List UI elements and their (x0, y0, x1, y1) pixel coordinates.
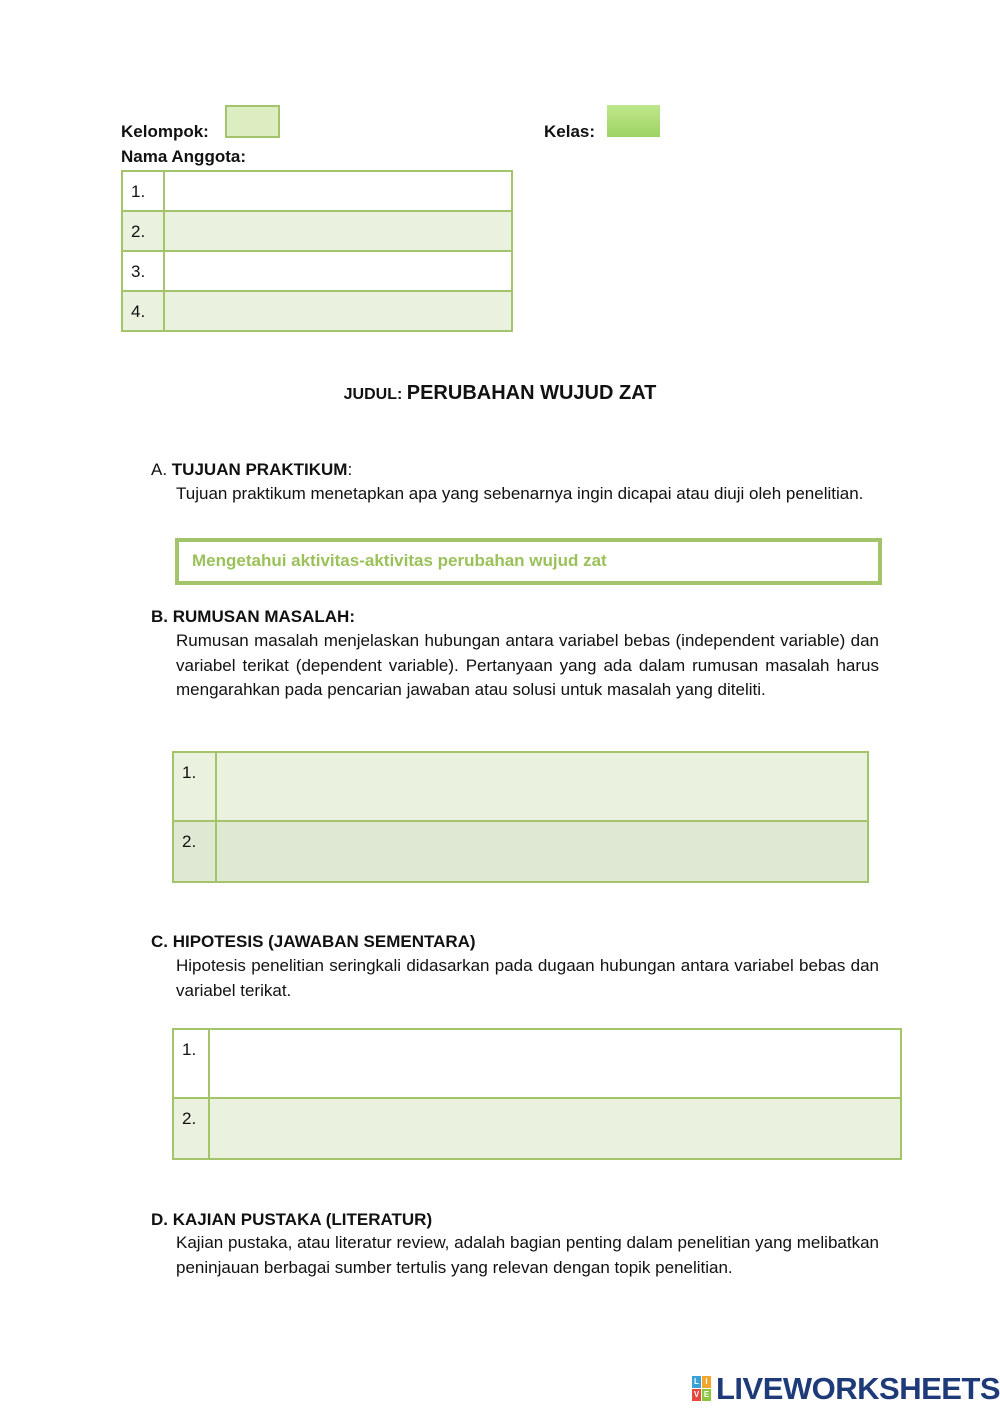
title-text: PERUBAHAN WUJUD ZAT (406, 382, 657, 404)
hipotesis-table (172, 1028, 902, 1160)
section-a-title: TUJUAN PRAKTIKUM (171, 460, 348, 479)
member-name-input[interactable] (164, 291, 512, 331)
row-number: 2. (173, 821, 216, 882)
table-row (173, 1098, 901, 1159)
section-b-description: Rumusan masalah menjelaskan hubungan antara variabel bebas (independent variable) dan variabel terikat (dependent variable). Pertanyaan yang ada dalam rumusan masalah harus mengarahkan pada pencarian jawaban atau solusi untuk masalah yang diteliti. (176, 631, 879, 699)
rumusan-answer-input[interactable] (216, 821, 868, 882)
member-name-input[interactable] (164, 251, 512, 291)
liveworksheets-logo-icon (692, 1376, 712, 1402)
rumusan-answer-input[interactable] (216, 752, 868, 821)
section-c-heading: C. HIPOTESIS (JAWABAN SEMENTARA) (151, 932, 476, 951)
liveworksheets-brand: LIVEWORKSHEETS (716, 1371, 1000, 1406)
member-number: 4. (122, 291, 164, 331)
rumusan-masalah-table (172, 751, 869, 883)
kelompok-label: Kelompok: (121, 122, 209, 141)
hipotesis-answer-input[interactable] (209, 1029, 901, 1098)
member-number: 1. (122, 171, 164, 211)
tujuan-answer-box[interactable]: Mengetahui aktivitas-aktivitas perubahan wujud zat (175, 538, 882, 585)
hipotesis-answer-input[interactable] (209, 1098, 901, 1159)
table-row (122, 171, 512, 211)
section-c-description: Hipotesis penelitian seringkali didasarkan pada dugaan hubungan antara variabel bebas dan variabel terikat. (176, 956, 879, 1000)
section-b-heading: B. RUMUSAN MASALAH: (151, 607, 355, 626)
logo-letter: I (702, 1376, 711, 1388)
member-name-input[interactable] (164, 171, 512, 211)
section-a-description: Tujuan praktikum menetapkan apa yang sebenarnya ingin dicapai atau diuji oleh penelitian. (176, 484, 864, 503)
table-row (173, 821, 868, 882)
kelas-label: Kelas: (544, 122, 596, 141)
section-a-letter: A. (151, 460, 168, 479)
table-row (122, 251, 512, 291)
page-title (0, 382, 1000, 405)
row-number: 2. (173, 1098, 209, 1159)
logo-letter: E (703, 1390, 710, 1399)
nama-anggota-label: Nama Anggota: (121, 147, 246, 166)
logo-letter: L (692, 1376, 701, 1388)
section-a-heading (151, 460, 352, 480)
kelompok-input[interactable] (225, 105, 280, 138)
table-row (173, 1029, 901, 1098)
table-row (122, 211, 512, 251)
member-number: 3. (122, 251, 164, 291)
table-row (122, 291, 512, 331)
row-number: 1. (173, 1029, 209, 1098)
kelas-input[interactable] (607, 105, 660, 137)
title-prefix: JUDUL: (343, 386, 403, 403)
member-name-input[interactable] (164, 211, 512, 251)
section-d-description: Kajian pustaka, atau literatur review, adalah bagian penting dalam penelitian yang melibatkan peninjauan berbagai sumber tertulis yang relevan dengan topik penelitian. (176, 1233, 879, 1277)
logo-letter: V (693, 1390, 700, 1399)
members-table (121, 170, 513, 332)
table-row (173, 752, 868, 821)
member-number: 2. (122, 211, 164, 251)
section-d-heading: D. KAJIAN PUSTAKA (LITERATUR) (151, 1210, 433, 1229)
section-a-colon: : (347, 460, 353, 479)
row-number: 1. (173, 752, 216, 821)
